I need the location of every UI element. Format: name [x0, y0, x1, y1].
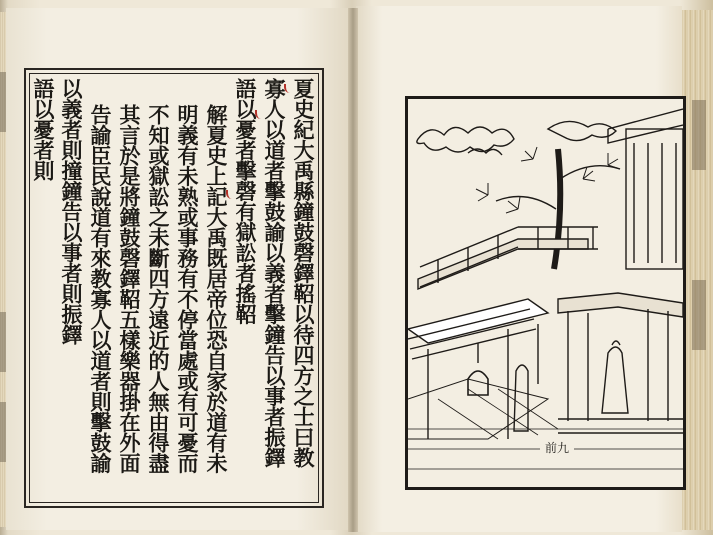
illustration-drawing — [408, 99, 683, 487]
edge-tab — [692, 100, 706, 170]
text-column: 夏史紀大禹縣鐘鼓磬鐸鞀以待四方之士曰教 — [291, 78, 316, 468]
edge-tab — [692, 280, 706, 350]
text-column: 以義者則撞鐘告以事者則振鐸 — [59, 78, 84, 345]
text-column: 明義有未熟或事務有不停當處或有可憂而 — [175, 104, 200, 473]
text-column: 告諭臣民說道有來教寡人以道者則擊鼓諭 — [88, 104, 113, 473]
illustration-caption: 前九 — [540, 438, 574, 458]
text-column: 解夏史上記大禹既居帝位恐自家於道有未 — [204, 104, 229, 473]
text-column: 不知或獄訟之未斷四方遠近的人無由得盡 — [146, 104, 171, 473]
woodblock-illustration — [405, 96, 686, 490]
book-gutter — [348, 8, 358, 532]
right-page-edge — [682, 10, 713, 530]
text-frame — [24, 68, 324, 508]
text-column: 語以憂者則 — [31, 78, 56, 181]
text-column: 語以憂者擊磬有獄訟者搖鞀 — [233, 78, 258, 324]
text-column: 寡人以道者擊鼓諭以義者擊鐘告以事者振鐸 — [262, 78, 287, 468]
text-column: 其言於是將鐘鼓磬鐸鞀五樣樂器掛在外面 — [117, 104, 142, 473]
